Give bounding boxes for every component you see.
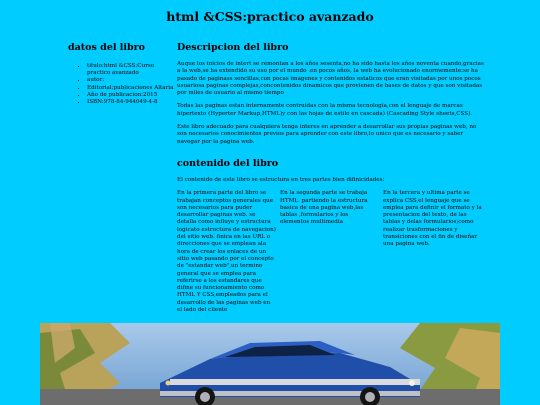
list-item: • Editorial:publicaciones Altaria xyxy=(87,85,174,92)
content-columns xyxy=(177,190,485,314)
description-paragraph: Todas las paginas estan internamente contruidas con la misma tecnologia,con el lenguaje de marcas hipertexto (Hyperter Markup,HTML)y con las hojas de estilo en cascada) (Cascading Style sheets,CSS). xyxy=(177,103,473,117)
description-paragraph: Auque los inicios de intert se remontan a los años sesenta,no ha sido hasta los años noventa cuando,gracias a la web,se ha extendido su uso por el mundo .en pocos años, la web ha evolucionado enormemente:se ha pasado de paginass sencillas,con pocas imagenes y contenidos estaticos que eran visitadas por unos pocos usuariosa paginas complejas,concontenidos dinamicos que provienen de bases de datos y que son visitadas por miles de usuario al mismo tiempo xyxy=(177,61,484,97)
list-item: • Año de publicacion:2015 xyxy=(87,92,174,99)
list-item: • ISBN:978-84-944049-4-8 xyxy=(87,99,174,106)
book-details-list xyxy=(68,63,174,106)
car-photo-graphic xyxy=(40,323,500,405)
car-photo xyxy=(40,323,500,405)
list-item: • titulo:html &CSS:Curso practico avanzado xyxy=(87,63,174,77)
content-column-3: En la tercera y ultima parte se explica CSS,el lenguaje que se emplea para definir el formato y la presentacion del texto, de las tablas y delas formularios;como realizar trasformaciones y transiciones con el fin de diseñar una pagina web. xyxy=(383,190,482,248)
content-column-1: En la primera parte del libro se trabajan conceptos generales que son necesarios para puder desarrollar paginas web. se detalla como influye y estructura logicato estructura de navegacion) del sitio web. finica en las URL o direcciones que se emplean ala hora de crear los enlaces de un sitio web pasando por el concepto de "estandar web",un termino general que se emplea para referirse a los estandares que difine su funcionamiento como HTML Y CSS,empleados para el desarrollo de las paginas web en el lado del cliente xyxy=(177,190,276,314)
content-column-2: En la segunda parte se trabaja HTML. partiendo la estructura basica de una pagina web,las tablas ,formularios y los elementos multimedia xyxy=(280,190,368,226)
content-intro: El contenido de este libro se estructura en tres partes bien difinicidades: xyxy=(177,176,385,183)
list-item: • autor: xyxy=(87,77,174,84)
content-heading: contenido del libro xyxy=(177,157,279,169)
main-content xyxy=(177,42,485,314)
page-title: html &CSS:practico avanzado xyxy=(166,9,374,24)
description-paragraph: Este libro adecuado para cualquiera tenga interes en aprender a desarrollar sus propias paginas web, no son necesarios conocimientos previos para aprender con este libro,lo unico que es necesario y saber navegar por la pagina web. xyxy=(177,124,477,145)
description-heading: Descripcion del libro xyxy=(177,42,289,53)
sidebar xyxy=(68,42,174,106)
sidebar-heading: datos del libro xyxy=(68,42,145,53)
